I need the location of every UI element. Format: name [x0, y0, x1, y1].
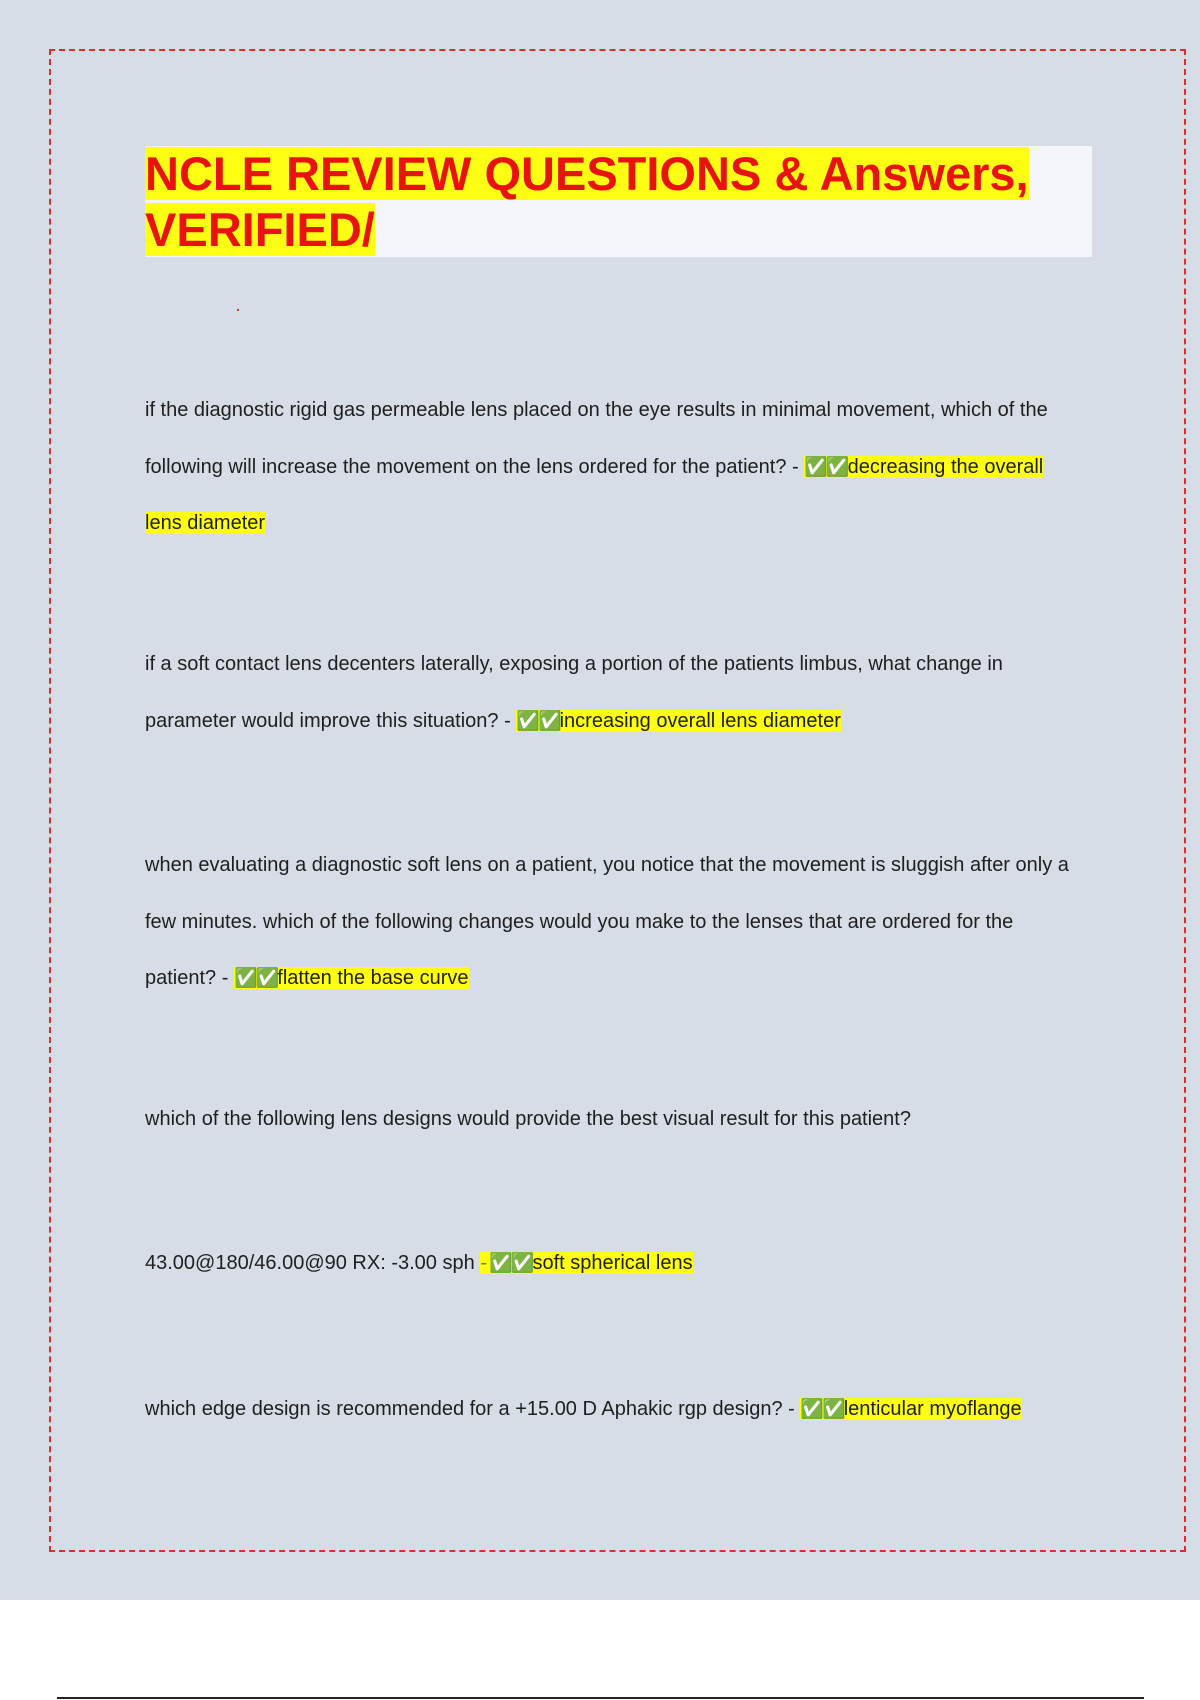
question-text: which of the following lens designs would provide the best visual result for this patient? [145, 1108, 911, 1130]
answer-text: increasing overall lens diameter [559, 709, 841, 732]
qa-item-3 [145, 837, 1085, 1007]
question-text: if the diagnostic rigid gas permeable lens placed on the eye results in minimal movement, which of the following will increase the movement on the lens ordered for the patient? - [145, 399, 1048, 478]
check-mark-icon: - ✅✅ [480, 1252, 533, 1274]
check-mark-icon: ✅✅ [804, 455, 848, 478]
stray-dot [237, 309, 239, 311]
title-line-2: VERIFIED/ [145, 203, 375, 256]
title-block [145, 146, 1092, 257]
question-text: if a soft contact lens decenters laterally, exposing a portion of the patients limbus, what change in parameter would improve this situation? - [145, 653, 1003, 732]
answer-text: lenticular myoflange [843, 1398, 1022, 1420]
question-text: 43.00@180/46.00@90 RX: -3.00 sph [145, 1252, 481, 1274]
qa-item-6 [145, 1381, 1085, 1438]
title-line-1: NCLE REVIEW QUESTIONS & Answers, [145, 147, 1029, 200]
page-border [49, 49, 1186, 1552]
qa-item-2 [145, 636, 1085, 749]
answer-highlight [800, 1398, 1021, 1420]
answer-highlight [480, 1252, 692, 1274]
question-text: which edge design is recommended for a +15.00 D Aphakic rgp design? - [145, 1398, 801, 1420]
answer-text: decreasing the overall lens diameter [145, 455, 1044, 534]
check-mark-icon: ✅✅ [233, 967, 278, 989]
document-title [145, 146, 1075, 258]
qa-item-4 [145, 1091, 1085, 1148]
qa-item-1 [145, 382, 1085, 552]
answer-highlight [234, 967, 469, 989]
question-text: when evaluating a diagnostic soft lens on a patient, you notice that the movement is sluggish after only a few minutes. which of the following changes would you make to the lenses that are ordered for the patient? - [145, 854, 1069, 989]
answer-highlight [516, 710, 841, 732]
footer-rule [57, 1697, 1144, 1699]
check-mark-icon: ✅✅ [800, 1398, 844, 1420]
answer-text: flatten the base curve [277, 967, 469, 989]
check-mark-icon: ✅✅ [516, 709, 560, 732]
qa-item-5 [145, 1235, 1085, 1292]
answer-text: soft spherical lens [532, 1252, 693, 1274]
